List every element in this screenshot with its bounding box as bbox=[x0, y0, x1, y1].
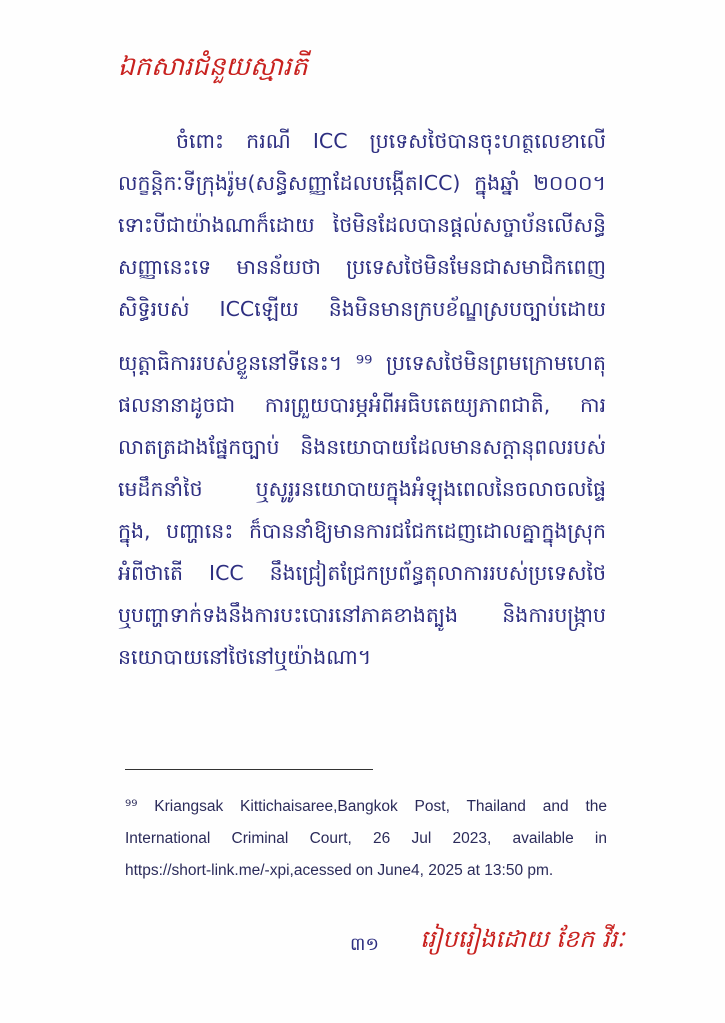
footnote-divider bbox=[125, 769, 373, 770]
body-line: សិទ្ធិរបស់ ICCឡើយ និងមិនមានក្របខ័ណ្ឌស្របច្បាប់ដោយ bbox=[118, 297, 606, 321]
footnote bbox=[125, 790, 607, 887]
footnote-text: Kriangsak Kittichaisaree,Bangkok Post, Thailand and the bbox=[154, 798, 607, 815]
document-header-title: ឯកសារជំនួយស្មារតី bbox=[118, 52, 308, 82]
body-line: ចំពោះ ករណី ICC ប្រទេសថៃបានចុះហត្ថលេខាលើ bbox=[176, 129, 606, 153]
footnote-marker: ⁹⁹ bbox=[125, 797, 138, 815]
body-line: យុត្តាធិការរបស់ខ្លួននៅទីនេះ។ ⁹⁹ ប្រទេសថៃមិនព្រមក្រោមហេតុ bbox=[118, 351, 606, 375]
body-paragraph bbox=[118, 120, 606, 678]
body-line: ក្នុង, បញ្ហានេះ ក៏បាននាំឱ្យមានការជជែកដេញដោលគ្នាក្នុងស្រុក bbox=[118, 519, 606, 543]
body-line: សញ្ញានេះទេ មានន័យថា ប្រទេសថៃមិនមែនជាសមាជិកពេញ bbox=[118, 255, 606, 279]
footnote-link-line: https://short-link.me/-xpi,acessed on June4, 2025 at 13:50 pm. bbox=[125, 862, 554, 879]
footnote-line: International Criminal Court, 26 Jul 2023, available in bbox=[125, 830, 607, 847]
body-line: មេដឹកនាំថៃ ឬសូរូរនយោបាយក្នុងអំឡុងពេលនៃចលាចលផ្ទៃ bbox=[118, 477, 606, 501]
body-line: ទោះបីជាយ៉ាងណាក៏ដោយ ថៃមិនដែលបានផ្តល់សច្ចាប័នលើសន្ធិ bbox=[118, 213, 606, 237]
body-line: លាតត្រដាងផ្នែកច្បាប់ និងនយោបាយដែលមានសក្តានុពលរបស់ bbox=[118, 435, 606, 459]
body-line: នយោបាយនៅថៃនៅឬយ៉ាងណា។ bbox=[118, 645, 372, 669]
author-signature: រៀបរៀងដោយ ខែក វីរៈ bbox=[420, 925, 625, 953]
page-number: ៣១ bbox=[350, 934, 380, 955]
body-line: ផលនានាដូចជា ការព្រួយបារម្ភអំពីអធិបតេយ្យភាពជាតិ, ការ bbox=[118, 393, 606, 417]
body-line: ឬបញ្ហាទាក់ទងនឹងការបះបោរនៅភាគខាងត្បូង និងការបង្ក្រាប bbox=[118, 603, 606, 627]
footnote-line-1 bbox=[125, 790, 607, 823]
body-line: លក្ខន្តិកៈទីក្រុងរ៉ូម(សន្ធិសញ្ញាដែលបង្កើតICC) ក្នុងឆ្នាំ ២០០០។ bbox=[118, 171, 606, 195]
body-line: អំពីថាតើ ICC នឹងជ្រៀតជ្រែកប្រព័ន្ធតុលាការរបស់ប្រទេសថៃ bbox=[118, 561, 606, 585]
